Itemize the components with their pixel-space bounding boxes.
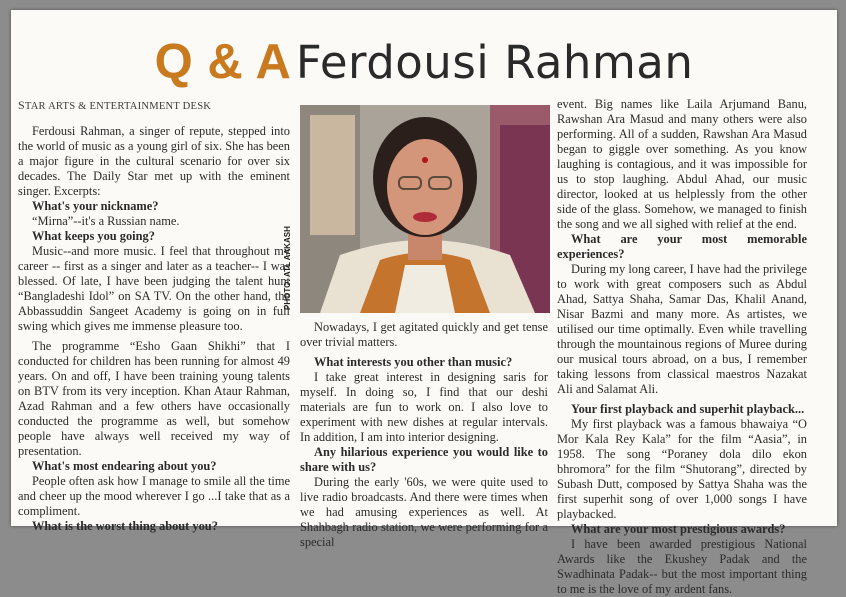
- question-memorable: What are your most memorable experiences?: [557, 232, 807, 261]
- article-column-2: [300, 320, 548, 550]
- question-nickname: What's your nickname?: [32, 199, 159, 213]
- article-column-3: [557, 97, 807, 597]
- intro-paragraph: Ferdousi Rahman, a singer of repute, stepped into the world of music as a young girl of six. She has been a major figure in the cultural scenario for over six decades. The Daily Star met up with the eminent singer. Excerpts:: [18, 124, 290, 198]
- portrait-photo: [300, 105, 550, 313]
- answer-memorable: During my long career, I have had the privilege to work with great composers such as Abdul Ahad, Sattya Shaha, Samar Das, Khalil Anand, Nisar Bazmi and many more. As artistes, we utilised our time optimally. Even while travelling through the mountainous regions of Muree during our musical tours abroad, on a bus, I remember taking lessons from classical maestros Nazakat Ali and Salamat Ali.: [557, 262, 807, 396]
- answer-hilarious: During the early '60s, we were quite used to live radio broadcasts. And there were times when we had amusing experiences as well. At Shahbagh radio station, we were performing for a special: [300, 475, 548, 549]
- newspaper-page: [11, 10, 837, 596]
- answer-nickname: “Mirna”--it's a Russian name.: [32, 214, 180, 228]
- answer-interests: I take great interest in designing saris for myself. In doing so, I find that our deshi materials are fun to work on. I also love to experiment with new dishes at regular intervals. In addition, I am into interior designing.: [300, 370, 548, 444]
- headline: [11, 34, 837, 90]
- question-endearing: What's most endearing about you?: [32, 459, 217, 473]
- question-hilarious: Any hilarious experience you would like to share with us?: [300, 445, 548, 474]
- photo-credit: PHOTO: ATL AAKASH: [283, 226, 292, 310]
- headline-name: Ferdousi Rahman: [295, 36, 694, 89]
- answer-awards: I have been awarded prestigious National Awards like the Ekushey Padak and the Swadhinata Padak-- but the most important thing to me is the love of my ardent fans.: [557, 537, 807, 596]
- question-worst-thing: What is the worst thing about you?: [32, 519, 218, 533]
- answer-endearing: People often ask how I manage to smile all the time and cheer up the mood wherever I go ...I take that as a compliment.: [18, 474, 290, 518]
- question-playback: Your first playback and superhit playback...: [571, 402, 805, 416]
- answer-hilarious-cont: event. Big names like Laila Arjumand Banu, Rawshan Ara Masud and many others were also performing. All of a sudden, Rawshan Ara Masud began to giggle over something. As you know laughing is contagious, and it was impossible for us to stop laughing. Abdul Ahad, our music director, looked at us helplessly from the other side of the glass. Somehow, we managed to finish the song and we all sighed with relief at the end.: [557, 97, 807, 231]
- question-keeps-going: What keeps you going?: [32, 229, 155, 243]
- byline: STAR ARTS & ENTERTAINMENT DESK: [18, 98, 212, 112]
- answer-worst-thing: Nowadays, I get agitated quickly and get tense over trivial matters.: [300, 320, 548, 349]
- question-interests: What interests you other than music?: [314, 355, 513, 369]
- question-awards: What are your most prestigious awards?: [571, 522, 786, 536]
- headline-qa: Q & A: [154, 35, 292, 89]
- article-column-1: [18, 98, 290, 534]
- answer-keeps-going: Music--and more music. I feel that throughout my career -- first as a singer and later as a teacher-- I was blessed. Of late, I have been judging the talent hunt “Bangladeshi Idol” on SA TV. On the other hand, the Abbassuddin Sangeet Academy is going on in full swing which gives me immense pleasure too.: [18, 244, 290, 333]
- answer-keeps-going-cont: The programme “Esho Gaan Shikhi” that I conducted for children has been running for almost 49 years. On and off, I have been training young talents on BTV from its very inception. Khan Ataur Rahman, Azad Rahman and a few others have occasionally conducted the programme as well, but somehow people have always well received my way of presentation.: [18, 339, 290, 458]
- answer-playback: My first playback was a famous bhawaiya “O Mor Kala Rey Kala” for the film “Aasia”, in 1958. The song “Poraney dola dilo ekon bhromora” for the film “Shutorang”, directed by Subash Dutt, composed by Sattya Shaha was the first superhit song of over 1,000 songs I have playbacked.: [557, 417, 807, 521]
- portrait-illustration: [300, 105, 550, 313]
